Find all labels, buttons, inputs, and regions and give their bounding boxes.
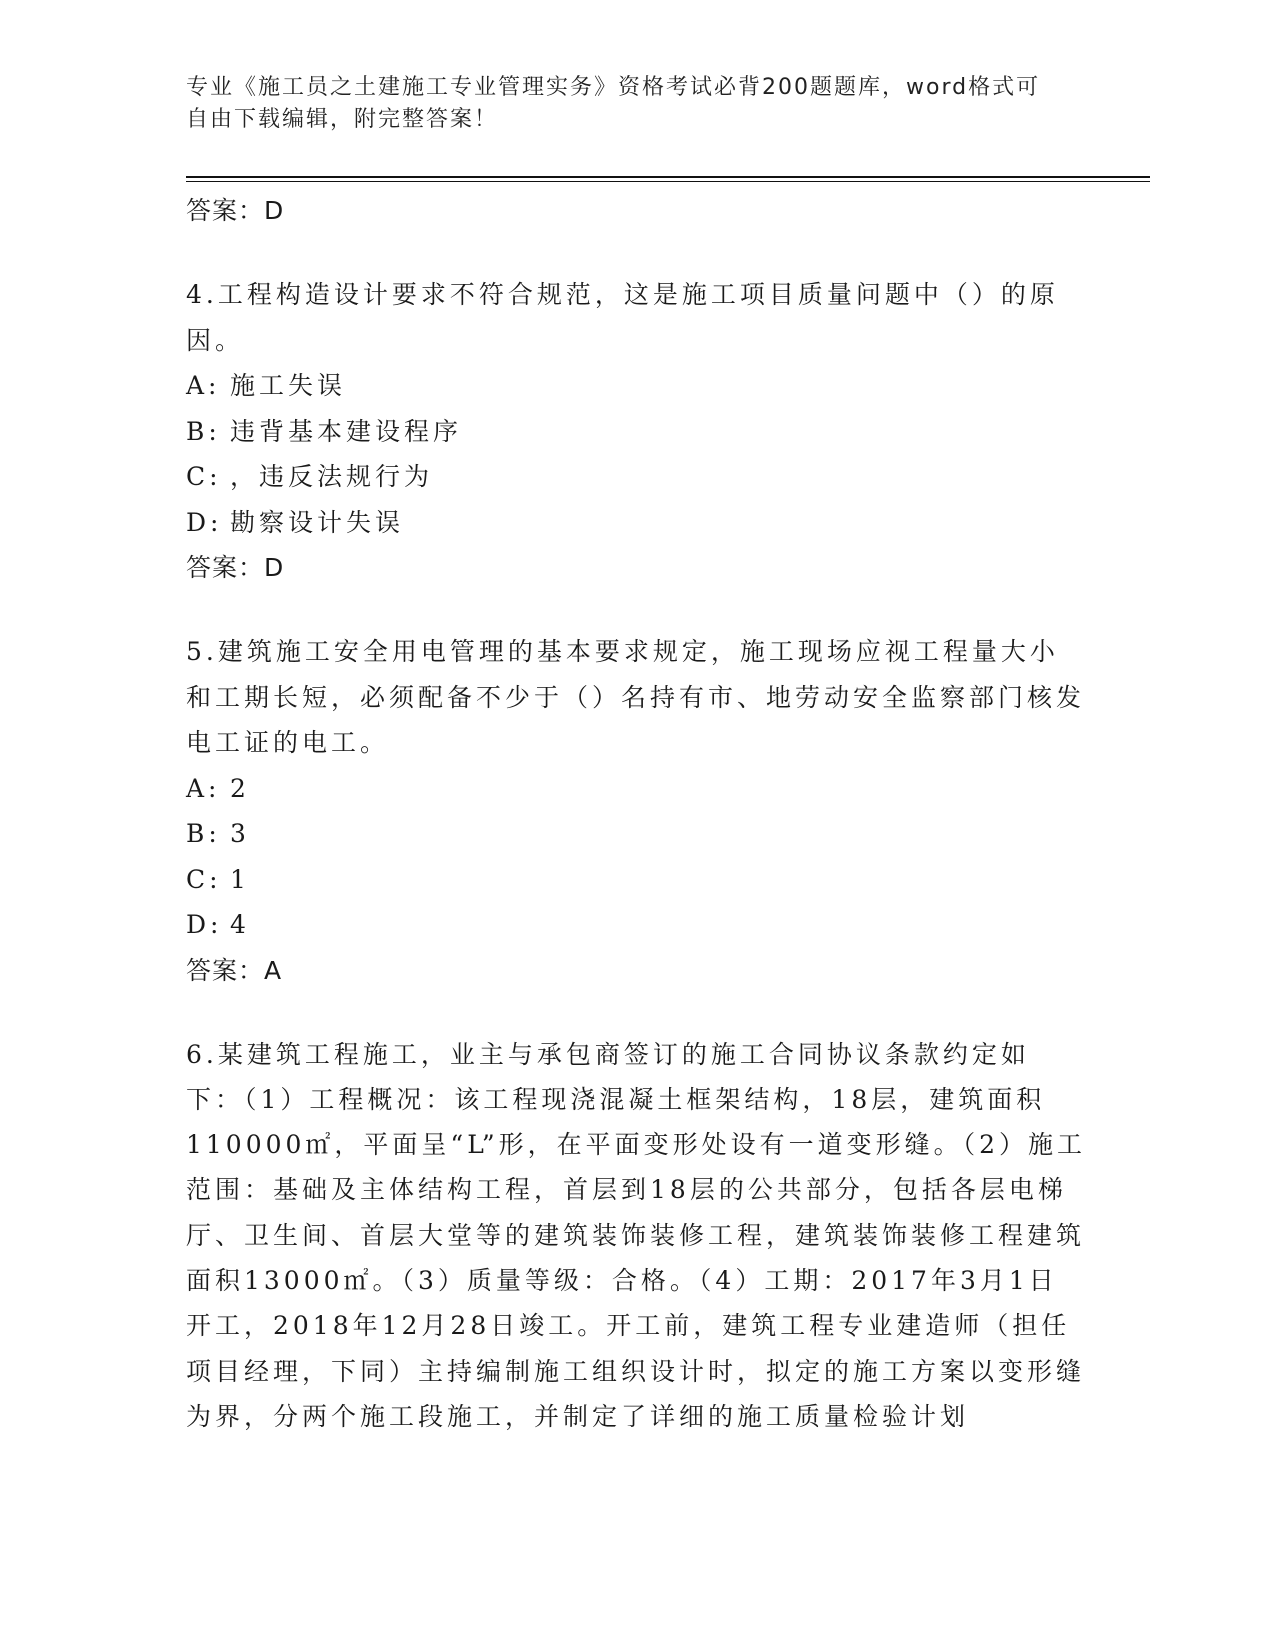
- question-5-option-c: [186, 857, 1086, 903]
- question-4-option-c: [186, 454, 1086, 500]
- option-text: 2: [230, 773, 250, 803]
- question-6: [186, 1032, 1086, 1440]
- option-text: 施工失误: [230, 371, 347, 400]
- header-divider-thick: [186, 176, 1150, 178]
- option-text: ，违反法规行为: [230, 462, 434, 491]
- question-5: [186, 629, 1086, 994]
- question-4-text: 4.工程构造设计要求不符合规范，这是施工项目质量问题中（）的原因。: [186, 280, 1059, 355]
- header-divider-thin: [186, 181, 1150, 182]
- question-4-option-d: [186, 500, 1086, 546]
- question-5-option-b: [186, 811, 1086, 857]
- option-text: 违背基本建设程序: [230, 416, 463, 446]
- question-6-text: 6.某建筑工程施工，业主与承包商签订的施工合同协议条款约定如下：（1）工程概况：该工程现浇混凝土框架结构，18层，建筑面积110000㎡，平面呈“L”形，在平面变形处设有一道变形缝。（2）施工范围：基础及主体结构工程，首层到18层的公共部分，包括各层电梯厅、卫生间、首层大堂等的建筑装饰装修工程，建筑装饰装修工程建筑面积13000㎡。（3）质量等级：合格。（4）工期：2017年3月1日开工，2018年12月28日竣工。开工前，建筑工程专业建造师（担任项目经理，下同）主持编制施工组织设计时，拟定的施工方案以变形缝为界，分两个施工段施工，并制定了详细的施工质量检验计划: [186, 1039, 1087, 1431]
- option-text: 4: [230, 910, 250, 939]
- question-4: [186, 272, 1086, 591]
- question-5-option-a: [186, 766, 1086, 812]
- option-text: 勘察设计失误: [230, 507, 405, 537]
- question-4-answer: 答案：D: [186, 553, 285, 582]
- previous-answer: 答案：D: [186, 196, 285, 225]
- header-line-2: 自由下载编辑，附完整答案！: [186, 107, 499, 132]
- option-letter: B:: [186, 416, 221, 446]
- question-4-option-b: [186, 409, 1086, 455]
- option-letter: A:: [186, 773, 221, 803]
- document-header: [186, 72, 1066, 136]
- question-4-option-a: [186, 363, 1086, 409]
- header-line-1: 专业《施工员之土建施工专业管理实务》资格考试必背200题题库，word格式可: [186, 75, 1041, 100]
- option-letter: A:: [186, 371, 221, 400]
- question-5-option-d: [186, 902, 1086, 948]
- document-body: [186, 188, 1086, 1439]
- option-letter: B:: [186, 819, 221, 848]
- option-text: 1: [230, 864, 250, 894]
- option-letter: D:: [186, 910, 223, 939]
- question-5-answer: 答案：A: [186, 955, 283, 985]
- option-letter: D:: [186, 507, 223, 537]
- option-text: 3: [230, 819, 250, 848]
- option-letter: C:: [186, 864, 222, 894]
- option-letter: C:: [186, 462, 222, 491]
- question-5-text: 5.建筑施工安全用电管理的基本要求规定，施工现场应视工程量大小和工期长短，必须配备不少于（）名持有市、地劳动安全监察部门核发电工证的电工。: [186, 637, 1086, 757]
